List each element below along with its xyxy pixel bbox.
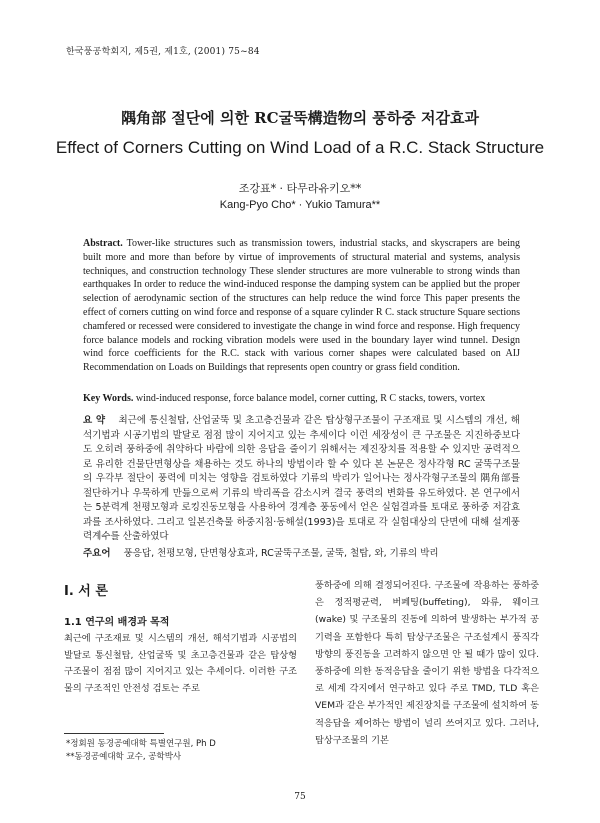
footnotes — [66, 738, 216, 764]
left-column-text: 최근에 구조재료 및 시스템의 개선, 해석기법과 시공법의 발달로 통신철탑, 산업굴뚝 및 초고층건물과 같은 탑상형구조물이 점점 많이 지어지고 있는 추세이다. 이러한 구조물의 구조적인 안전성 검토는 주로 — [64, 633, 297, 694]
left-column — [64, 577, 297, 697]
page-number: 75 — [294, 792, 306, 802]
summary-label: 요 약 — [83, 415, 106, 426]
journal-header: 한국풍공학회지, 제5권, 제1호, (2001) 75~84 — [66, 47, 260, 57]
subsection-heading: 1.1 연구의 배경과 목적 — [64, 617, 170, 628]
footnote-divider — [64, 733, 164, 734]
abstract-text: Tower-like structures such as transmission towers, industrial stacks, and skyscrapers are being built more and more than before by virtue of improvements of structural material and systems, analysis techniques, and construction technology These slender structures are more vulnerable to strong winds than earthquakes In order to reduce the wind-induced response the damping system can be applied but the proper selection of aerodynamic section of the structures can help reduce the wind force This paper presents the effect of corners cutting on wind force and response of a square cylinder R C. stack structure Square sections chamfered or recessed were considered to investigate the change in wind force and response. High frequency force balance models and rocking vibration models were used in the boundary layer wind tunnel. Design wind force coefficients for the R.C. stack with various corner shapes were calculated based on AIJ Recommendation on Loads on Buildings that represents open country or grass field condition. — [83, 238, 520, 374]
authors-english: Kang-Pyo Cho* · Yukio Tamura** — [219, 199, 381, 211]
title-korean: 隅角部 절단에 의한 RC굴뚝構造物의 풍하중 저감효과 — [121, 109, 479, 127]
keywords — [83, 393, 520, 404]
summary-keywords-label: 주요어 — [83, 548, 111, 559]
section-heading: I. 서 론 — [64, 584, 108, 599]
abstract — [83, 237, 520, 375]
footnote-2: **동경공예대학 교수, 공학박사 — [66, 752, 182, 762]
summary-keywords-text: 풍응답, 천평모형, 단면형상효과, RC굴뚝구조물, 굴뚝, 철탑, 와, 기류의 박리 — [123, 548, 439, 559]
korean-keywords — [83, 545, 520, 559]
abstract-label: Abstract. — [83, 238, 123, 249]
korean-summary — [83, 414, 520, 545]
right-column-text: 풍하중에 의해 결정되어진다. 구조물에 작용하는 풍하중은 정적평균력, 버페팅(buffeting), 와류, 웨이크(wake) 및 구조물의 진동에 의하여 발생하는 부가적 공기력을 포함한다 특히 탑상구조물은 구조설계시 풍직각방향의 풍진동을 고려하지 않으면 안 될 때가 많이 있다. 풍하중에 의한 동적응답을 줄이기 위한 방법을 다각적으로 세계 각지에서 연구하고 있다 주로 TMD, TLD 혹은 VEM과 같은 부가적인 제진장치를 구조물에 설치하여 동적응답을 제어하는 방법이 널리 쓰여지고 있다. 그러나, 탑상구조물의 기본 — [315, 580, 539, 746]
footnote-1: *정회원 동경공예대학 특별연구원, Ph D — [66, 739, 216, 749]
keywords-text: wind-induced response, force balance model, corner cutting, R C stacks, towers, vortex — [135, 393, 486, 404]
keywords-label: Key Words. — [83, 393, 134, 404]
title-english: Effect of Corners Cutting on Wind Load of a R.C. Stack Structure — [55, 138, 545, 157]
right-column — [315, 577, 539, 749]
summary-text: 최근에 통신철탑, 산업굴뚝 및 초고층건물과 같은 탑상형구조물이 구조재료 및 시스템의 개선, 해석기법과 시공기법의 발달로 점점 많이 지어지고 있는 추세이다 이런 세장성이 큰 구조물은 지진하중보다도 오히려 풍하중에 취약하다 바람에 의한 응답을 줄이기 위해서는 제진장치를 적용할 수 있지만 공력적으로 유리한 건물단면형상을 채용하는 것도 하나의 방법이라 할 수 있다 본 논문은 정사각형 RC 굴뚝구조물의 우각부 절단이 풍력에 미치는 영향을 검토하였다 기류의 박리가 일어나는 정사각형구조물의 隅角部를 절단하거나 우묵하게 만듦으로써 기류의 박리폭을 감소시켜 결국 풍력의 변화를 유도하였다. 본 연구에서는 5분력계 천평모형과 로킹진동모형을 사용하여 경계층 풍동에서 얻은 실험결과를 토대로 풍하중 저감효과를 조사하였다. 그리고 일본건축물 하중지침·동해설(1993)을 토대로 각 실험대상의 단면에 대해 설계풍력계수를 산출하였다 — [83, 415, 520, 542]
authors-korean: 조강표* · 타무라유키오** — [238, 182, 362, 195]
